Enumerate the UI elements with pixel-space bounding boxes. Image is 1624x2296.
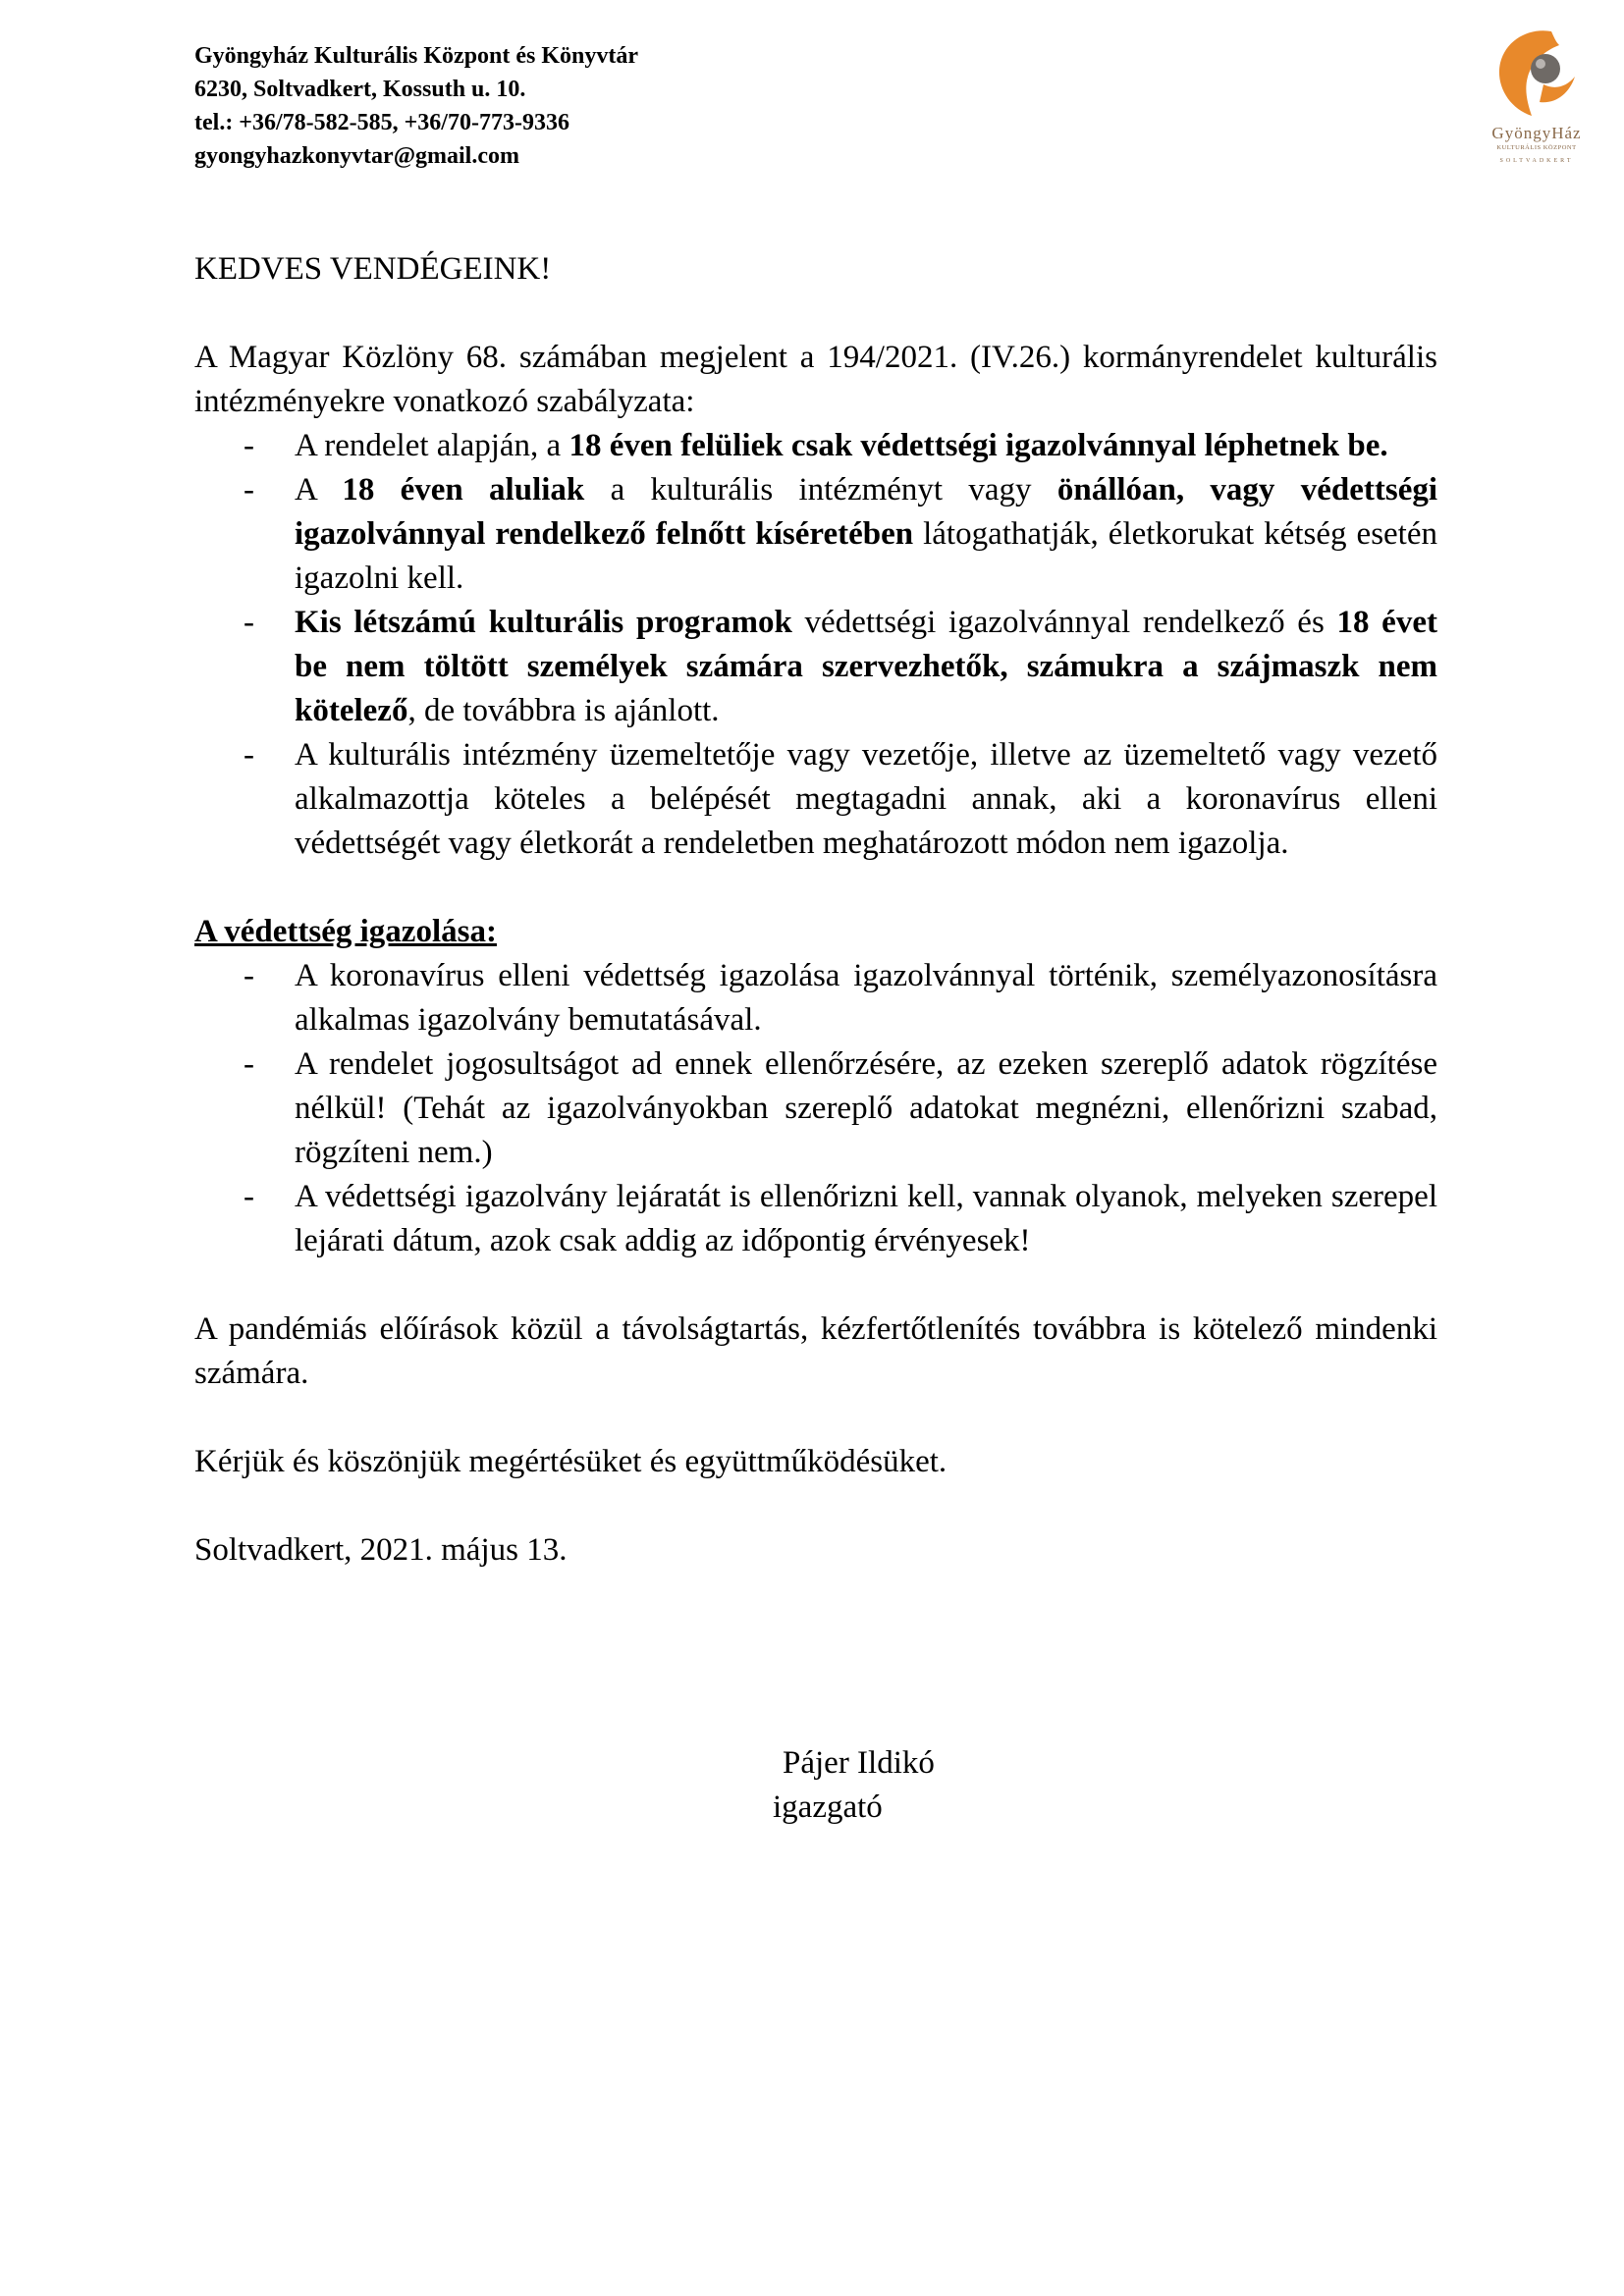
rule-1-text: A rendelet alapján, a	[295, 428, 569, 463]
thanks-line: Kérjük és köszönjük megértésüket és együttműködésüket.	[194, 1444, 947, 1479]
rule-2-text-c: látogathatják, életkorukat kétség esetén igazolni kell.	[295, 516, 1438, 596]
rule-3-text-a: védettségi igazolvánnyal rendelkező és	[791, 605, 1337, 640]
org-email: gyongyhazkonyvtar@gmail.com	[194, 143, 519, 169]
proof-item-text: A védettségi igazolvány lejáratát is ellenőrizni kell, vannak olyanok, melyeken szerepel lejárati dátum, azok csak addig az időpontig érvényesek!	[295, 1179, 1437, 1258]
list-item	[194, 424, 1437, 468]
rule-2-bold-a: 18 éven aluliak	[342, 472, 585, 507]
letterhead	[194, 39, 638, 173]
rule-3-bold-b: 18 évet be nem töltött személyek számára szervezhetők, számukra a szájmaszk nem kötelező	[295, 605, 1437, 728]
dash-marker: -	[244, 958, 254, 993]
list-item	[194, 601, 1437, 733]
dash-marker: -	[244, 472, 254, 507]
logo-subtitle: KULTURÁLIS KÖZPONT	[1496, 144, 1577, 151]
dash-marker: -	[244, 737, 254, 773]
list-item	[194, 954, 1437, 1042]
rule-4-text: A kulturális intézmény üzemeltetője vagy vezetője, illetve az üzemeltető vagy vezető alkalmazottja köteles a belépését megtagadni annak, aki a koronavírus elleni védettségét vagy életkorát a rendeletben meghatározott módon nem igazolja.	[295, 737, 1437, 861]
list-item	[194, 1175, 1437, 1263]
list-item	[194, 468, 1437, 601]
dash-marker: -	[244, 1046, 254, 1082]
proof-item-text: A koronavírus elleni védettség igazolása igazolvánnyal történik, személyazonosításra alkalmas igazolvány bemutatásával.	[295, 958, 1437, 1038]
intro-paragraph: A Magyar Közlöny 68. számában megjelent a 194/2021. (IV.26.) kormányrendelet kulturális intézményekre vonatkozó szabályzata:	[194, 340, 1437, 419]
signer-name: Pájer Ildikó	[783, 1745, 935, 1781]
org-address: 6230, Soltvadkert, Kossuth u. 10.	[194, 77, 526, 102]
rule-2-text-b: a kulturális intézményt vagy	[584, 472, 1057, 507]
place-date: Soltvadkert, 2021. május 13.	[194, 1532, 568, 1568]
list-item	[194, 1042, 1437, 1175]
dash-marker: -	[244, 428, 254, 463]
pandemic-note: A pandémiás előírások közül a távolságtartás, kézfertőtlenítés továbbra is kötelező mindenki számára.	[194, 1311, 1437, 1391]
rule-2-text-a: A	[295, 472, 343, 507]
rule-2-bold-b: önállóan, vagy védettségi igazolvánnyal rendelkező felnőtt kíséretében	[295, 472, 1438, 552]
dash-marker: -	[244, 1179, 254, 1214]
rule-1-bold: 18 éven felüliek csak védettségi igazolvánnyal léphetnek be.	[568, 428, 1388, 463]
rule-3-text-b: , de továbbra is ajánlott.	[407, 693, 720, 728]
proof-list	[194, 954, 1437, 1263]
rule-3-bold-a: Kis létszámú kulturális programok	[295, 605, 792, 640]
signature-block	[773, 1741, 935, 1830]
logo-name: GyöngyHáz	[1491, 124, 1582, 142]
logo-city: SOLTVADKERT	[1499, 158, 1574, 164]
signer-title: igazgató	[773, 1789, 883, 1825]
list-item	[194, 733, 1437, 866]
letter-body	[194, 247, 1437, 1573]
section-title: A védettség igazolása:	[194, 914, 497, 949]
proof-item-text: A rendelet jogosultságot ad ennek ellenőrzésére, az ezeken szereplő adatok rögzítése nélkül! (Tehát az igazolványokban szereplő adatokat megnézni, ellenőrizni szabad, rögzíteni nem.)	[295, 1046, 1437, 1170]
greeting: KEDVES VENDÉGEINK!	[194, 251, 552, 287]
pearl-logo-icon	[1490, 26, 1585, 124]
org-phone: tel.: +36/78-582-585, +36/70-773-9336	[194, 110, 569, 135]
rules-list	[194, 424, 1437, 866]
org-name: Gyöngyház Kulturális Központ és Könyvtár	[194, 43, 639, 69]
logo	[1473, 26, 1600, 173]
dash-marker: -	[244, 605, 254, 640]
